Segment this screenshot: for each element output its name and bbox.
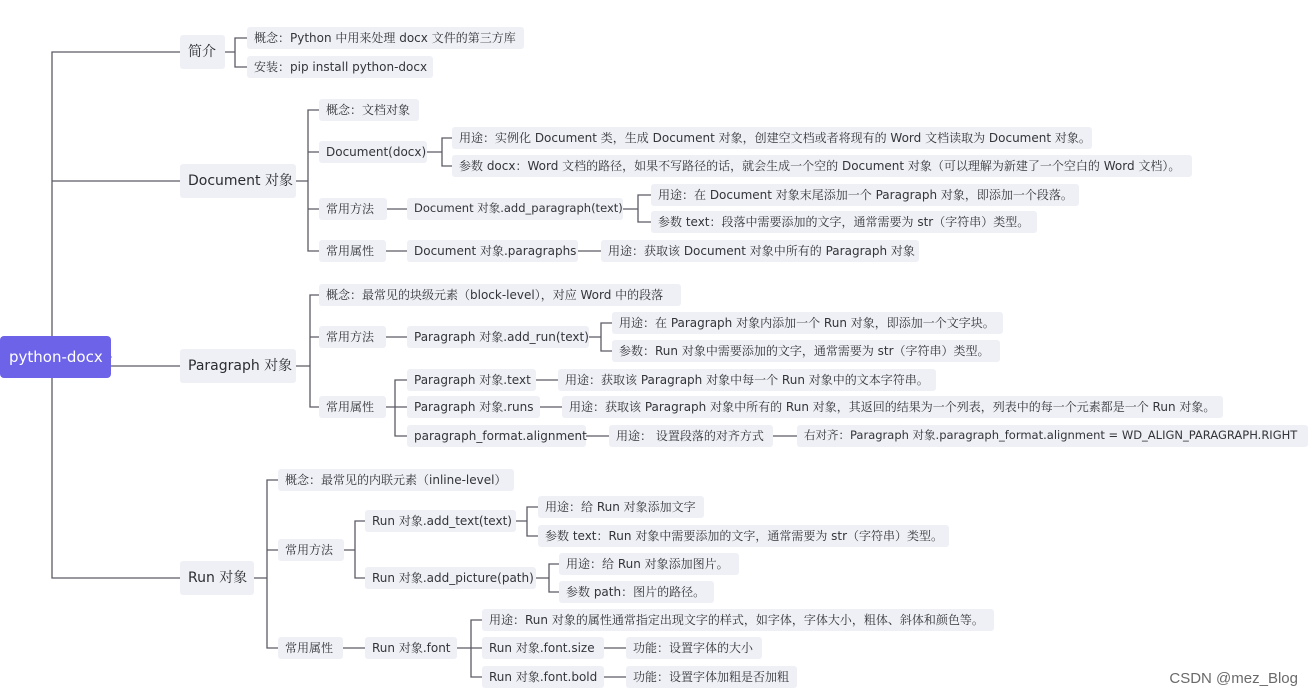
branch-paragraph[interactable]: Paragraph 对象 [180,349,296,383]
run-font-size-node[interactable]: Run 对象.font.size [482,637,604,659]
document-ctor-node[interactable]: Document(docx) [319,141,427,163]
branch-intro[interactable]: 简介 [180,35,225,69]
run-methods-node[interactable]: 常用方法 [278,539,344,561]
paragraph-text-node[interactable]: Paragraph 对象.text [407,369,536,391]
run-font-bold-use-node[interactable]: 功能：设置字体加粗是否加粗 [626,666,797,688]
run-add-text-use-node[interactable]: 用途：给 Run 对象添加文字 [538,496,704,518]
paragraph-runs-node[interactable]: Paragraph 对象.runs [407,396,540,418]
paragraph-runs-use-node[interactable]: 用途：获取该 Paragraph 对象中所有的 Run 对象，其返回的结果为一个列表，列表中的每一个元素都是一个 Run 对象。 [562,396,1223,418]
paragraph-concept-node[interactable]: 概念：最常见的块级元素（block-level），对应 Word 中的段落 [319,284,681,306]
document-concept-node[interactable]: 概念：文档对象 [319,99,419,121]
branch-document[interactable]: Document 对象 [180,164,296,198]
run-add-picture-node[interactable]: Run 对象.add_picture(path) [365,567,536,589]
root-node[interactable]: python-docx [0,336,111,378]
run-add-text-param-node[interactable]: 参数 text：Run 对象中需要添加的文字，通常需要为 str（字符串）类型。 [538,525,949,547]
intro-install-node[interactable]: 安装：pip install python-docx [247,56,433,78]
run-font-node[interactable]: Run 对象.font [365,637,457,659]
document-methods-node[interactable]: 常用方法 [319,198,387,220]
run-concept-node[interactable]: 概念：最常见的内联元素（inline-level） [278,469,514,491]
paragraph-text-use-node[interactable]: 用途：获取该 Paragraph 对象中每一个 Run 对象中的文本字符串。 [558,369,936,391]
run-font-size-use-node[interactable]: 功能：设置字体的大小 [626,637,762,659]
document-add-paragraph-param-node[interactable]: 参数 text：段落中需要添加的文字，通常需要为 str（字符串）类型。 [651,211,1037,233]
paragraph-alignment-example-node[interactable]: 右对齐：Paragraph 对象.paragraph_format.alignment = WD_ALIGN_PARAGRAPH.RIGHT [797,425,1308,447]
watermark: CSDN @mez_Blog [1169,670,1298,687]
intro-concept-node[interactable]: 概念：Python 中用来处理 docx 文件的第三方库 [247,27,524,49]
document-add-paragraph-node[interactable]: Document 对象.add_paragraph(text) [407,198,623,220]
document-paragraphs-node[interactable]: Document 对象.paragraphs [407,240,578,262]
run-add-text-node[interactable]: Run 对象.add_text(text) [365,510,516,532]
branch-run[interactable]: Run 对象 [180,561,254,595]
run-font-use-node[interactable]: 用途：Run 对象的属性通常指定出现文字的样式，如字体，字体大小，粗体、斜体和颜色等。 [482,609,994,631]
paragraph-alignment-node[interactable]: paragraph_format.alignment [407,425,586,447]
paragraph-add-run-use-node[interactable]: 用途：在 Paragraph 对象内添加一个 Run 对象，即添加一个文字块。 [612,312,1003,334]
run-font-bold-node[interactable]: Run 对象.font.bold [482,666,604,688]
document-add-paragraph-use-node[interactable]: 用途：在 Document 对象末尾添加一个 Paragraph 对象，即添加一个段落。 [651,184,1079,206]
paragraph-methods-node[interactable]: 常用方法 [319,326,386,348]
run-add-picture-param-node[interactable]: 参数 path：图片的路径。 [559,581,714,603]
paragraph-add-run-node[interactable]: Paragraph 对象.add_run(text) [407,326,589,348]
paragraph-add-run-param-node[interactable]: 参数：Run 对象中需要添加的文字，通常需要为 str（字符串）类型。 [612,340,1000,362]
document-props-node[interactable]: 常用属性 [319,240,386,262]
document-ctor-use-node[interactable]: 用途：实例化 Document 类，生成 Document 对象，创建空文档或者将现有的 Word 文档读取为 Document 对象。 [452,127,1092,149]
paragraph-alignment-use-node[interactable]: 用途： 设置段落的对齐方式 [609,425,773,447]
document-ctor-param-node[interactable]: 参数 docx：Word 文档的路径，如果不写路径的话，就会生成一个空的 Document 对象（可以理解为新建了一个空白的 Word 文档）。 [452,155,1192,177]
document-paragraphs-use-node[interactable]: 用途：获取该 Document 对象中所有的 Paragraph 对象 [601,240,919,262]
run-add-picture-use-node[interactable]: 用途：给 Run 对象添加图片。 [559,553,739,575]
paragraph-props-node[interactable]: 常用属性 [319,396,386,418]
run-props-node[interactable]: 常用属性 [278,637,343,659]
